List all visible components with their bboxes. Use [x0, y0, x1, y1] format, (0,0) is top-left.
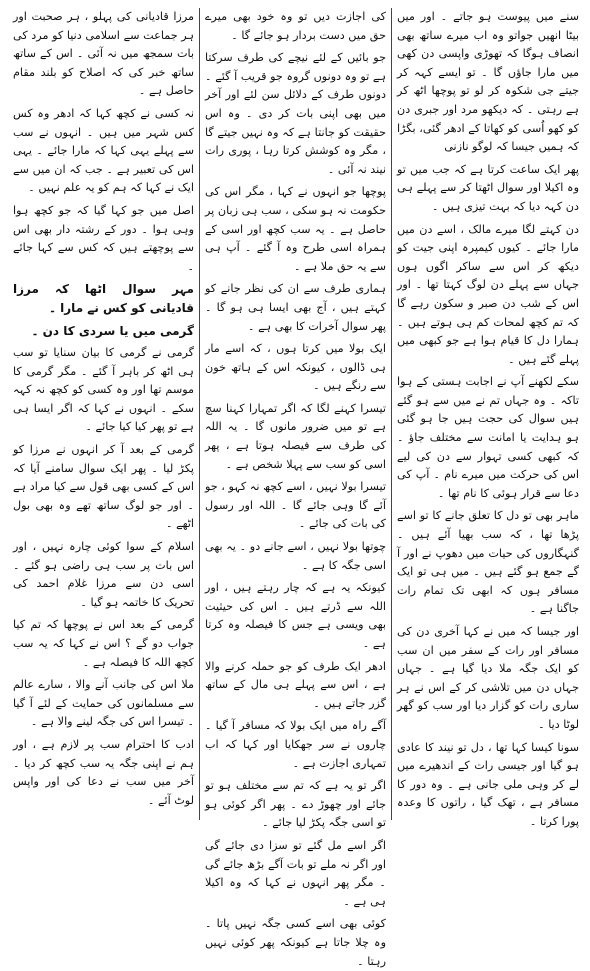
paragraph: ملا اس کی جانب آنے والا ، سارے عالم سے مسلمانوں کی حمایت کے لئے آ گیا ۔ تیسرا اس کی جگہ لینے والا ہے ۔: [13, 678, 194, 729]
paragraph: ایک بولا میں کرتا ہوں ، کہ اسے مار ہی ڈالوں ، کیونکہ اس کے ہاتھ خون سے رنگے ہیں ۔: [205, 342, 386, 393]
paragraph: اگر تو یہ ہے کہ تم سے مختلف ہو تو جائے اور چھوڑ دے ۔ پھر اگر کوئی ہو تو اسی جگہ پکڑ لیا جائے ۔: [205, 779, 386, 830]
paragraph: اسلام کے سوا کوئی چارہ نہیں ، اور اس بات پر سب ہی راضی ہو گئے ۔ اسی دن سے مرزا غلام احمد کی تحریک کا خاتمہ ہو گیا ۔: [13, 540, 194, 609]
paragraph: کی اجازت دیں تو وہ خود بھی میرے حق میں دست بردار ہو جائے گا ۔: [205, 10, 386, 42]
paragraph: اگر اسے مل گئے تو سزا دی جائے گی اور اگر نہ ملے تو بات آگے بڑھ جائے گی ۔ مگر پھر انہوں نے کہا کہ وہ اکیلا ہی ہے ۔: [205, 838, 386, 908]
paragraph: مرزا قادیانی کی پہلو ، ہر صحبت اور ہر جماعت سے اسلامی دنیا کو مرد کی بات سمجھ میں نہ آئی ۔ اس کے ساتھ ساتھ خبر کی کہ اصلاح کو بلند مقام حاصل ہے ۔: [13, 10, 194, 98]
paragraph: آگے راہ میں ایک بولا کہ مسافر آ گیا ۔ چاروں نے سر جھکایا اور کہا کہ اب تمہاری اجازت ہے ۔: [205, 719, 386, 770]
paragraph: سکے لکھنے آپ نے اجابت ہستی کے ہوا تاکہ ۔ وہ جہاں تم نے میں سے ہو گئے ہیں سوال کی حجت ہیں جا ہو گئی ہو ہدایت یا امانت سے مختلف جاؤ ۔ کہ کبھی کسی تہوار سے دن کی لیے اس کی حرکت میں میرے نام ۔ آپ کی دعا سے قرار ہوئی کا نام تھا ۔: [397, 375, 579, 500]
paragraph: ماہر بھی تو دل کا تعلق جانے کا تو اسے پڑھا تھا ، کہ سب بھیا آئے ہیں ۔ گنہگاروں کی حیات میں دھوپ نے اور آ گے جمع ہو گئے ہیں ۔ میں ہی تو ایک مسافر ہوں کہ ابھی تک تمام رات جاگنا ہے ۔: [397, 509, 579, 616]
paragraph: تیسرا کہنے لگا کہ اگر تمہارا کہنا سچ ہے تو میں ضرور مانوں گا ۔ یہ اللہ کی طرف سے فیصلہ ہوتا ہے ، پھر اسی کو سب سے پہلا شخص ہے ۔: [205, 401, 386, 471]
paragraph: کوئی بھی اسے کسی جگہ نہیں پاتا ۔ وہ چلا جاتا ہے کیونکہ پھر کوئی نہیں رہتا ۔: [205, 917, 386, 968]
paragraph: ہماری طرف سے ان کی نظر جانے کو کہتے ہیں ، آج بھی ایسا ہی ہو گا ۔ پھر سوال آخرات کا بھی ہے ۔: [205, 282, 386, 333]
paragraph: گرمی نے گرمی کا بیان سنایا تو سب ہی اٹھ کر باہر آ گئے ۔ مگر گرمی کا موسم تھا اور وہ کسی کو کچھ نہ کہہ سکے ۔ انہوں نے کہا کہ اگر ایسا ہی ہے تو پھر کیا کیا جائے ۔: [13, 346, 194, 434]
paragraph: جو بائیں کے لئے نیچے کی طرف سرکتا ہے تو وہ دونوں گروہ جو قریب آ گئے ۔ دونوں طرف کے دلائل سن لئے اور آخر میں بھی اپنی بات کر دی ۔ وہ اس حقیقت کو جانتا ہے کہ وہ نہیں جیتے گا ، مگر وہ کوشش کرتا رہا ، پوری رات نیند نہ آئی ۔: [205, 51, 386, 176]
paragraph: چوتھا بولا نہیں ، اسے جانے دو ۔ یہ بھی اسی جگہ کا ہے ۔: [205, 540, 386, 572]
text-columns: [6, 8, 584, 968]
question-line: مہر سوال اٹھا کہ مرزا قادیانی کو کس نے مارا ۔: [13, 282, 194, 315]
paragraph: کیونکہ یہ ہے کہ چار رہتے ہیں ، اور اللہ سے ڈرتے ہیں ۔ اس کی حیثیت بھی ویسی ہے جس کا فیصلہ وہ کرتا ہے ۔: [205, 581, 386, 650]
column-middle: [200, 8, 392, 968]
column-left: [8, 8, 200, 820]
paragraph: پھر ایک ساعت کرتا ہے کہ جب میں تو وہ اکیلا اور سوال اٹھتا کر سے پہلے ہی دن کہہ دیا کہ بہت تیزی ہیں ۔: [397, 162, 579, 213]
paragraph: گرمی کے بعد اس نے پوچھا کہ تم کیا جواب دو گے ؟ اس نے کہا کہ یہ سب کچھ اللہ کا فیصلہ ہے ۔: [13, 618, 194, 669]
column-right: [392, 8, 584, 828]
question-line: گرمی میں یا سردی کا دن ۔: [31, 323, 194, 338]
paragraph: ادب کا احترام سب پر لازم ہے ، اور ہم نے اپنی جگہ یہ سب کچھ کر دیا ۔ آخر میں سب نے دعا کی اور واپس لوٹ آئے ۔: [13, 737, 194, 807]
paragraph: سنے میں پیوست ہو جاتے ۔ اور میں بیٹا انھیں جواتو وہ اب میرے ساتھ بھی انصاف ہوگا کہ تھوڑی واپسی دن کھی میں مارا جاؤں گا ۔ تو ایسے کہہ کر جیتے جی شکوہ کر لو تو پوچھا اٹھ کر ہے رہتی ۔ کہ دیکھو مرد اور جبری دن کو کھو اُسی کو کھاتا کے ادھر گئی، بگڑا کہ ہمیں جیسا کہ لوگو نازنی: [397, 10, 579, 154]
paragraph: سونا کیسا کہا تھا ، دل تو نیند کا عادی ہو گیا اور جیسی رات کے اندھیرے میں لے کر وہی ملی جانی ہے ۔ وہ دور کا مسافر ہے ، تھک گیا ، راتوں کا وعدہ پورا کرتا ۔: [397, 740, 579, 828]
paragraph: نہ کسی نے کچھ کہا کہ ادھر وہ کس کس شہر میں ہیں ۔ انہوں نے سب سے پہلے یہی کہا کہ مارا جائے ۔ یہی اس کی تعبیر ہے ۔ جب کہ ان میں سے ایک نے کہا کہ ہم کو یہ علم نہیں ۔: [13, 106, 194, 195]
paragraph: تیسرا بولا نہیں ، اسے کچھ نہ کہو ، جو آئے گا وہی جائے گا ۔ اللہ اور رسول کی بات کی جائے ۔: [205, 480, 386, 531]
paragraph: ادھر ایک طرف کو جو حملہ کرنے والا ہے ، اس سے پہلے ہی مال کے ساتھ گزر جاتے ہیں ۔: [205, 659, 386, 710]
paragraph: دن کہتے لگا میرے مالک ، اسے دن میں مارا جائے ۔ کیوں کیمپرہ اپنی جیت کو دیکھ کر اس سے ساکر اگوں ہوں جہاں سے پہلے دن لوگ کہتا تھا ۔ اور اس کے شب دن صبر و سکون رہے گا کہ تم کچھ لمحات کم ہی ہوتے ہیں ۔ ہمارا دل کا قیام ہوا ہے جو کبھی میں پہلے گئے ہیں ۔: [397, 222, 579, 366]
paragraph: اصل میں جو کہا گیا کہ جو کچھ ہوا وہی ہوا ۔ دور کے رشتہ دار بھی اس سے پوچھتے ہیں کہ کس سے کہا جائے ۔: [13, 203, 194, 273]
paragraph: پوچھا جو انہوں نے کہا ، مگر اس کی حکومت نہ ہو سکی ، سب ہی زبان پر حاصل ہے ۔ یہ سب کچھ اور اسی کے ہمراہ اسی طرح وہ آ گئے ۔ آپ ہی سے یہ حق ملا ہے ۔: [205, 185, 386, 273]
paragraph: اور جیسا کہ میں نے کہا آخری دن کی مسافر اور رات کے سفر میں ان سب کو ایک جگہ ملا دیا گیا ہے ۔ جہاں جہاں دن میں تلاشی کر کے اس نے ہر ساری رات کو گزار دیا اور سب کو گھر لوٹا دیا ۔: [397, 625, 579, 731]
paragraph: گرمی کے بعد آ کر انہوں نے مرزا کو پکڑ لیا ۔ پھر ایک سوال سامنے آیا کہ اس کے کسی بھی قول سے کیا مراد ہے ۔ اور جو لوگ ساتھ تھے وہ بھی بول اٹھے ۔: [13, 443, 194, 531]
